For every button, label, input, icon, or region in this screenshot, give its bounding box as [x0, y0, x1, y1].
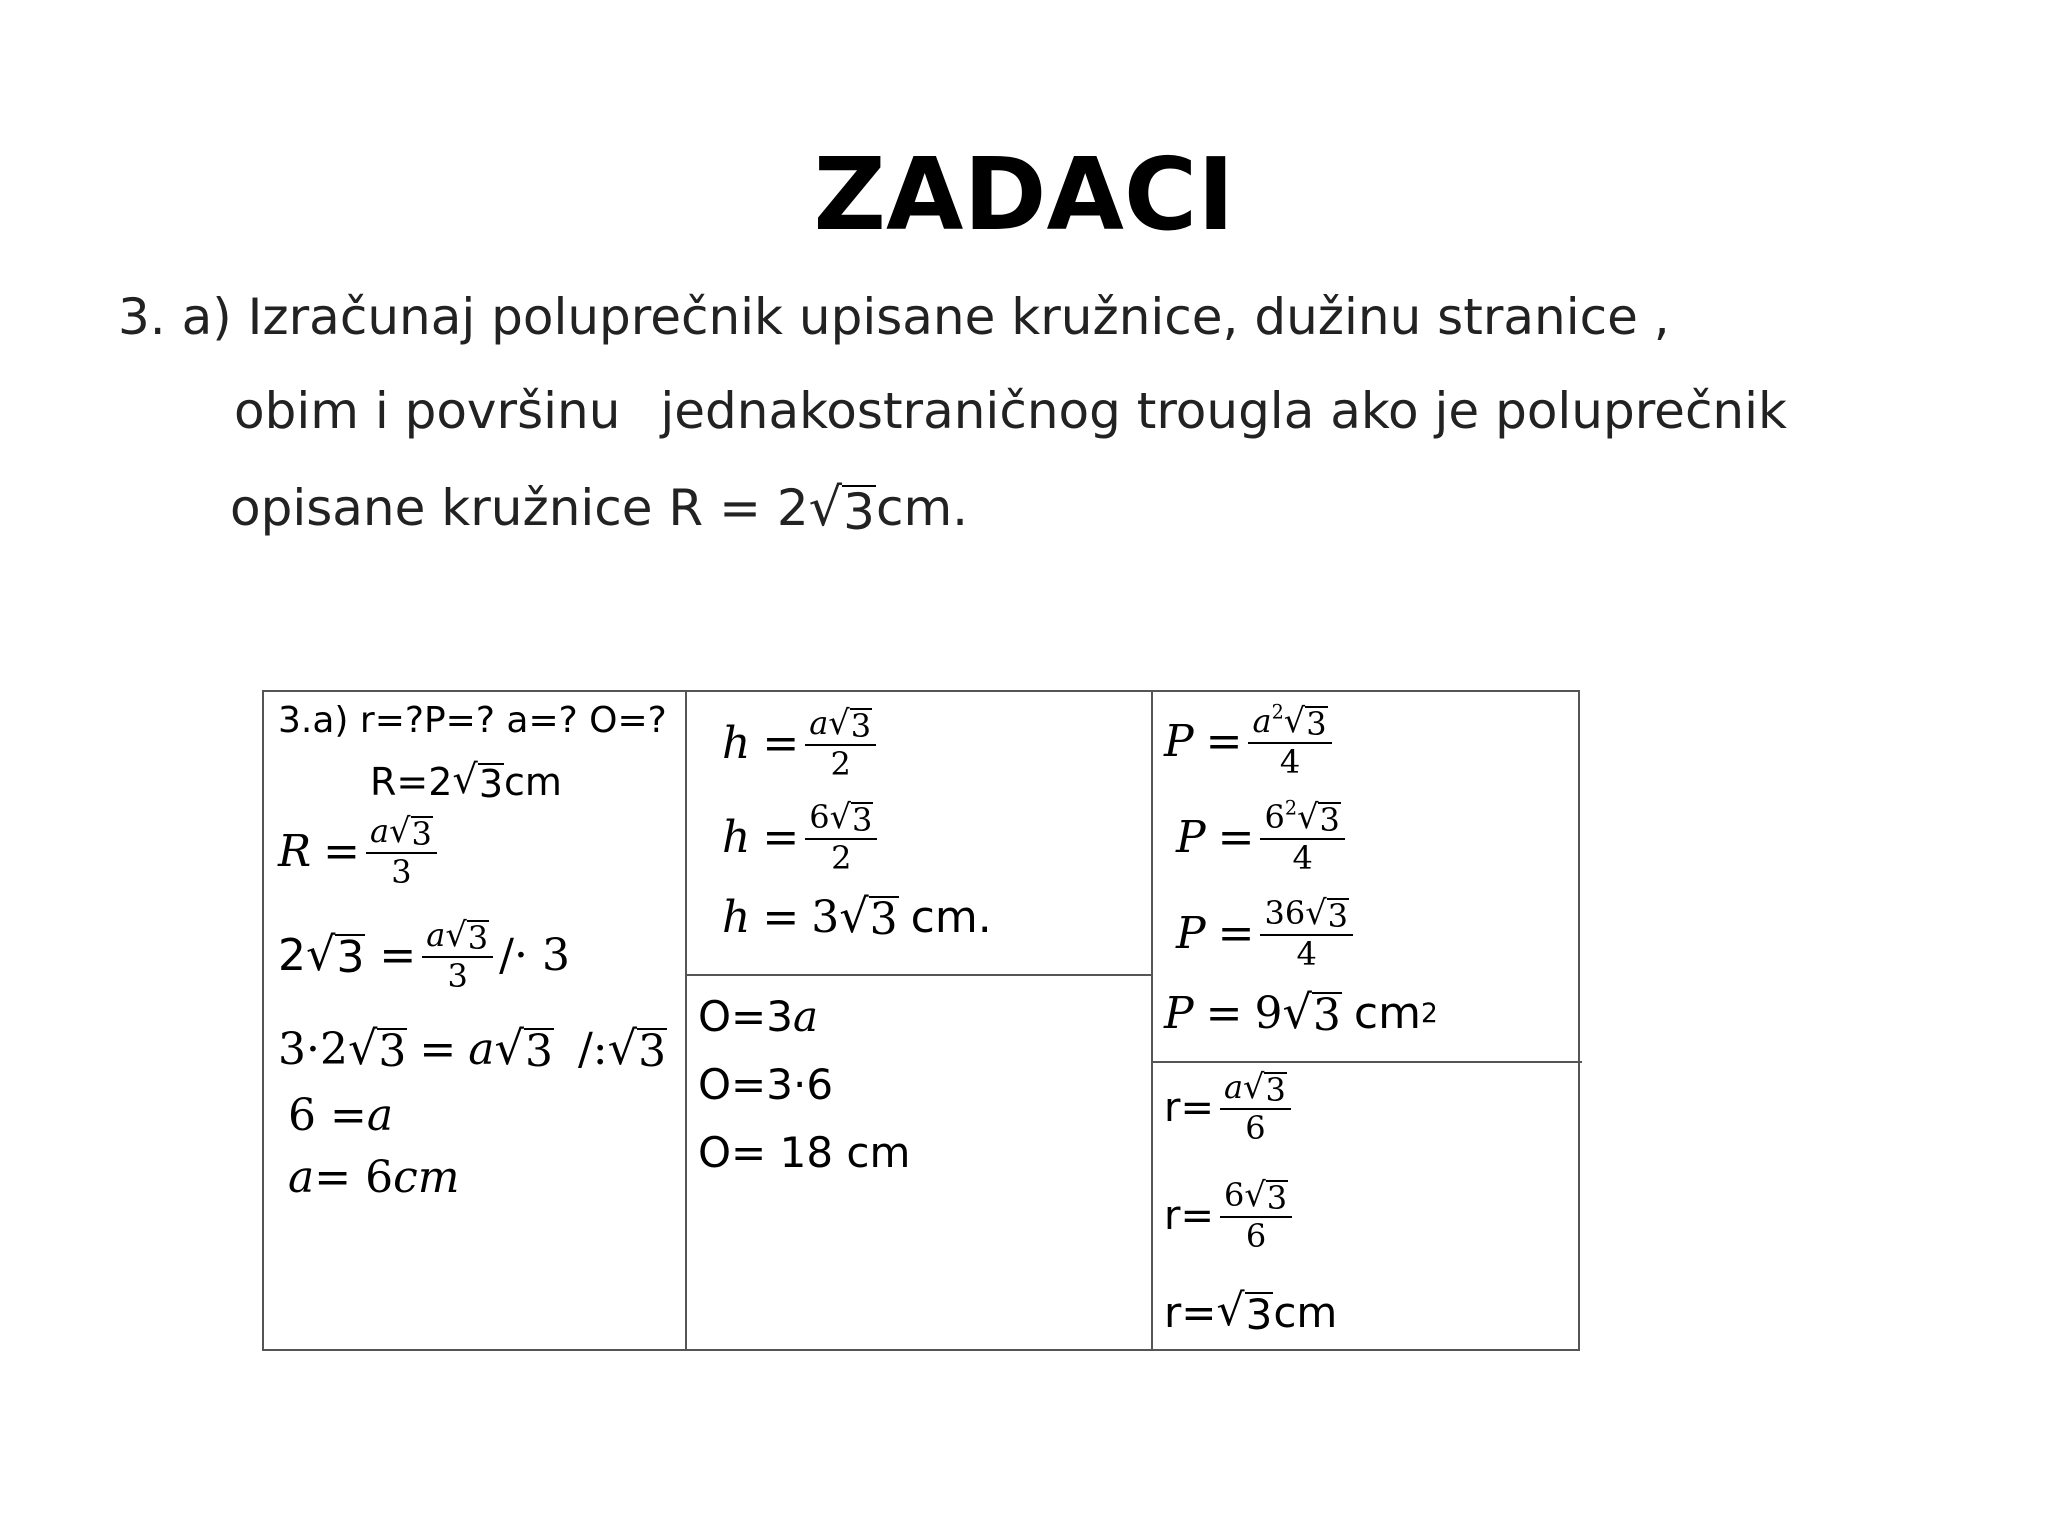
- area-result: P = 9 √ 3 cm 2: [1164, 985, 1438, 1041]
- given-unknowns: 3.a) r=?P=? a=? O=?: [278, 700, 667, 741]
- perimeter-substituted: O=3·6: [698, 1060, 834, 1109]
- solution-table: [262, 690, 1580, 1351]
- equation-3: 3·2 √ 3 = a √ 3 /: √ 3: [278, 1021, 667, 1077]
- equation-2: 2 √ 3 = a √ 3 3 /· 3: [278, 915, 570, 995]
- task-line-3: [230, 477, 969, 541]
- given-R: R=2 √ 3 cm: [370, 756, 562, 807]
- table-divider: [1151, 1061, 1582, 1063]
- task-line-3-suffix: cm.: [875, 479, 969, 537]
- area-formula: P = $a^2$ √ 3 4: [1164, 704, 1338, 780]
- table-divider: [1151, 692, 1153, 1349]
- radical: √ 3: [808, 477, 875, 541]
- task-line-2-part-b: jednakostraničnog trougla ako je poluprečnik: [660, 382, 1787, 440]
- area-substituted: P = $6^2$ √ 3 4: [1176, 800, 1351, 876]
- page-title: ZADACI: [813, 136, 1235, 253]
- height-substituted: h = 6 √ 3 2: [722, 800, 883, 876]
- task-line-2: [234, 381, 1787, 441]
- area-simplified: P = 36 √ 3 4: [1176, 896, 1359, 972]
- height-result: h = 3 √ 3 cm.: [722, 889, 992, 945]
- inradius-substituted: r= 6 √ 3 6: [1164, 1178, 1298, 1254]
- task-line-1: 3. a) Izračunaj poluprečnik upisane kružnice, dužinu stranice ,: [118, 288, 1670, 346]
- equation-R: R = a √ 3 3: [278, 814, 443, 890]
- height-formula: h = a √ 3 2: [722, 706, 882, 782]
- perimeter-result: O= 18 cm: [698, 1128, 911, 1177]
- inradius-result: r= √ 3 cm: [1164, 1285, 1338, 1339]
- inradius-formula: r= a √ 3 6: [1164, 1070, 1297, 1146]
- perimeter-formula: O=3 a: [698, 992, 819, 1041]
- equation-5: a = 6 cm: [288, 1152, 460, 1203]
- task-line-3-prefix: opisane kružnice R = 2: [230, 479, 809, 537]
- equation-4: 6 = a: [288, 1090, 394, 1141]
- table-divider: [685, 974, 1151, 976]
- task-line-2-part-a: obim i površinu: [234, 382, 621, 440]
- table-divider: [685, 692, 687, 1349]
